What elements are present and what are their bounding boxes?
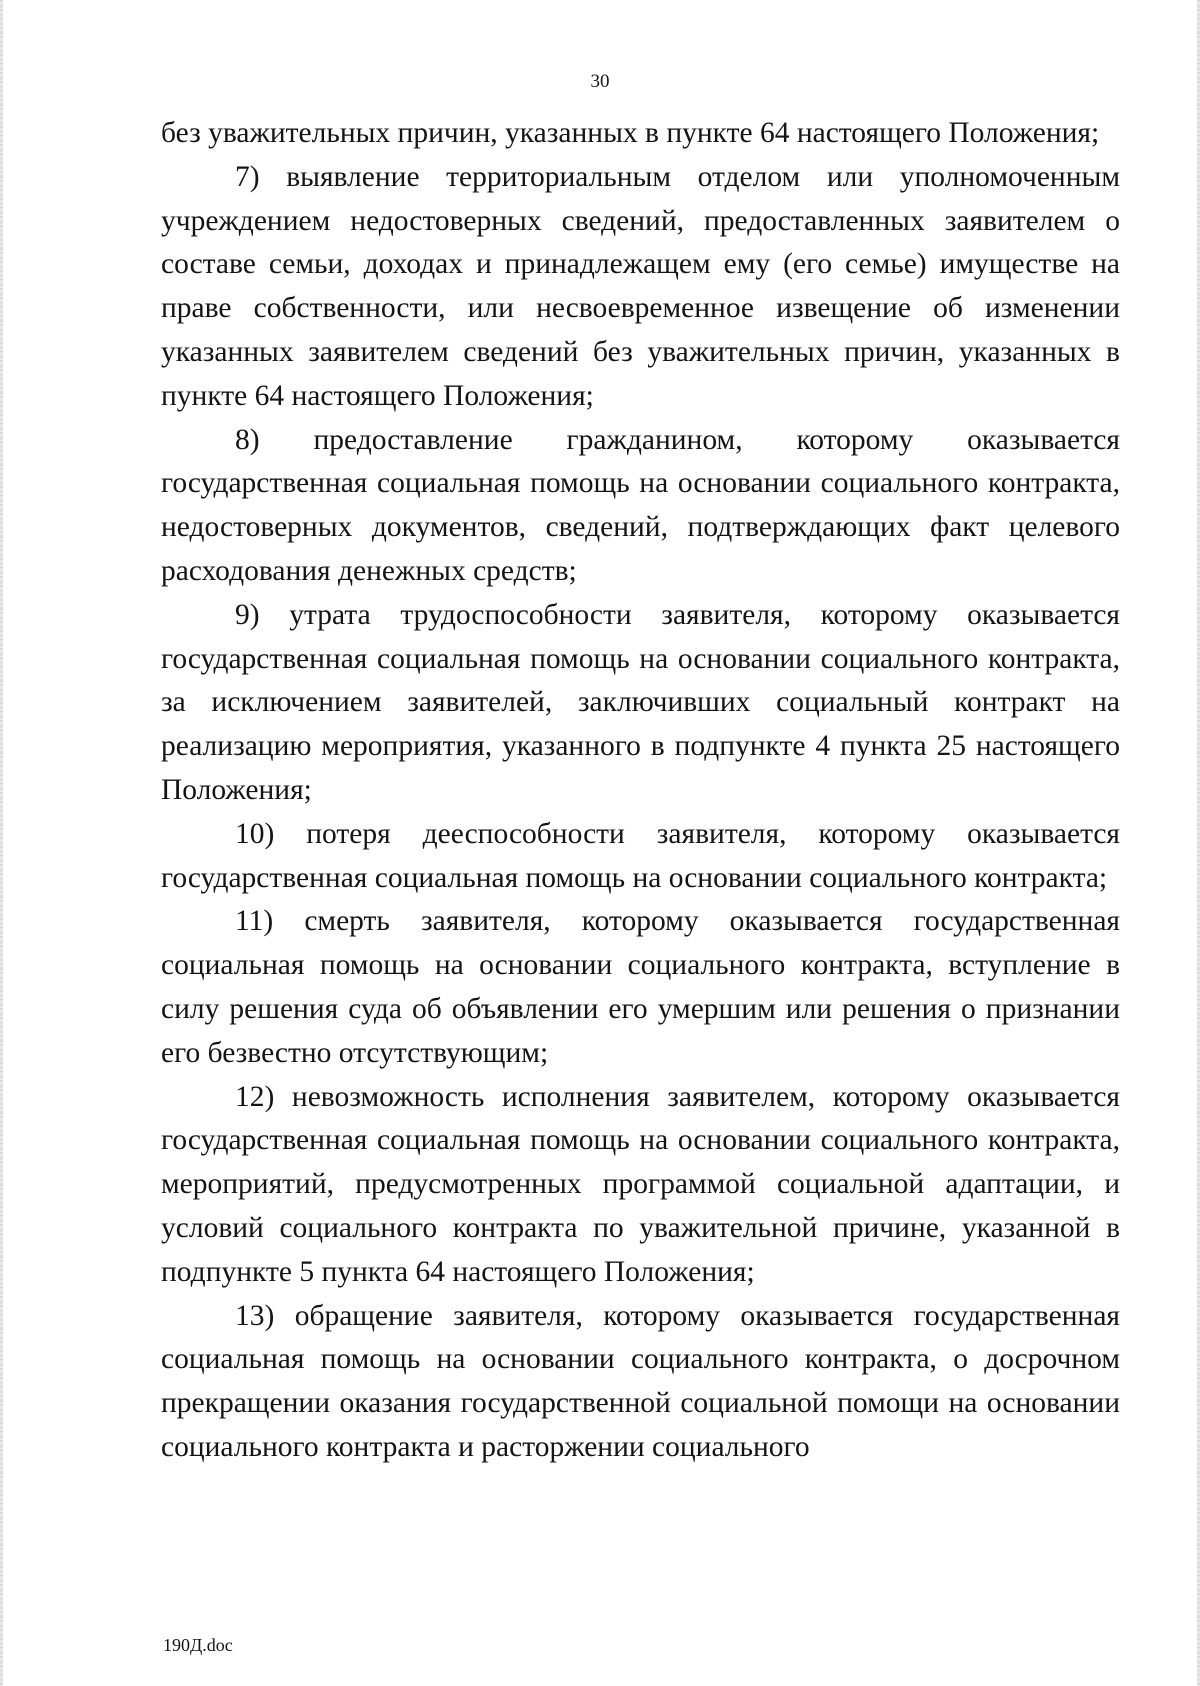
paragraph-item-11: 11) смерть заявителя, которому оказывается государственная социальная помощь на основании социального контракта, вступление в силу решения суда об объявлении его умершим или решения о признании его безвестно отсутствующим; <box>161 905 1120 1069</box>
paragraph-item-7: 7) выявление территориальным отделом или уполномоченным учреждением недостоверных сведений, предоставленных заявителем о составе семьи, доходах и принадлежащем ему (его семье) имуществе на праве собственности, или несвоевременное извещение об изменении указанных заявителем сведений без уважительных причин, указанных в пункте 64 настоящего Положения; <box>161 160 1120 412</box>
paragraph-item-12: 12) невозможность исполнения заявителем, которому оказывается государственная социальная помощь на основании социального контракта, мероприятий, предусмотренных программой социальной адаптации, и условий социального контракта по уважительной причине, указанной в подпункте 5 пункта 64 настоящего Положения; <box>161 1080 1120 1288</box>
scan-left-edge <box>0 0 3 1686</box>
page-number: 30 <box>590 71 610 92</box>
paragraph-continuation: без уважительных причин, указанных в пункте 64 настоящего Положения; <box>161 117 1100 149</box>
document-body <box>161 112 1120 1470</box>
paragraph-item-9: 9) утрата трудоспособности заявителя, которому оказывается государственная социальная помощь на основании социального контракта, за исключением заявителей, заключивших социальный контракт на реализацию мероприятия, указанного в подпункте 4 пункта 25 настоящего Положения; <box>161 598 1120 806</box>
paragraph-item-8: 8) предоставление гражданином, которому оказывается государственная социальная помощь на основании социального контракта, недостоверных документов, сведений, подтверждающих факт целевого расходования денежных средств; <box>161 423 1120 587</box>
paragraph-item-10: 10) потеря дееспособности заявителя, которому оказывается государственная социальная помощь на основании социального контракта; <box>161 817 1120 894</box>
footer-filename: 190Д.doc <box>163 1635 233 1655</box>
paragraph-item-13: 13) обращение заявителя, которому оказывается государственная социальная помощь на основании социального контракта, о досрочном прекращении оказания государственной социальной помощи на основании социального контракта и расторжении социального <box>161 1299 1120 1463</box>
